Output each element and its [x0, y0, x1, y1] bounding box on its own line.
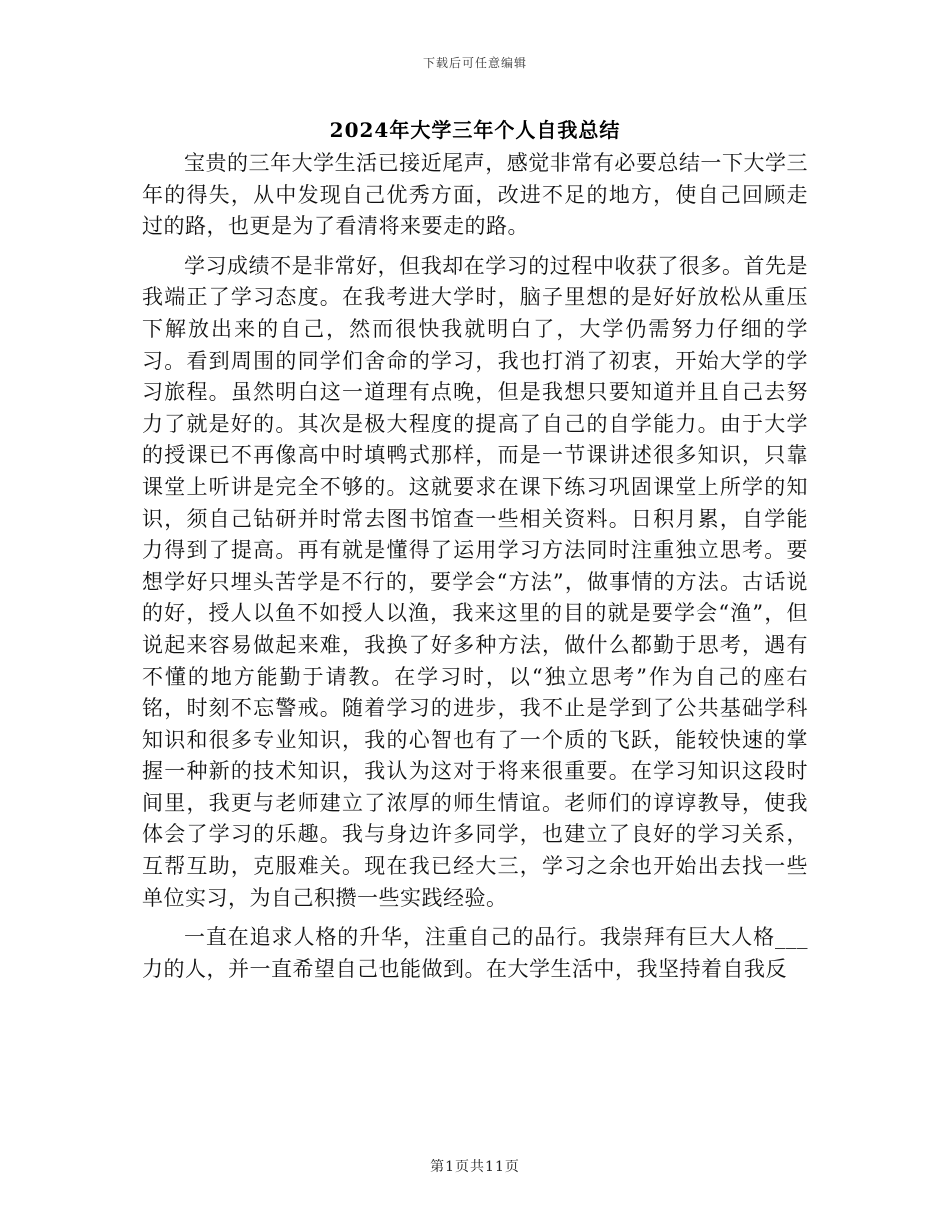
header-note: 下载后可任意编辑 [422, 56, 527, 70]
paragraph-study: 学习成绩不是非常好，但我却在学习的过程中收获了很多。首先是我端正了学习态度。在我考进大学时，脑子里想的是好好放松从重压下解放出来的自己，然而很快我就明白了，大学仍需努力仔细的学习。看到周围的同学们舍命的学习，我也打消了初衷，开始大学的学习旅程。虽然明白这一道理有点晚，但是我想只要知道并且自己去努力了就是好的。其次是极大程度的提高了自己的自学能力。由于大学的授课已不再像高中时填鸭式那样，而是一节课讲述很多知识，只靠课堂上听讲是完全不够的。这就要求在课下练习巩固课堂上所学的知识，须自己钻研并时常去图书馆查一些相关资料。日积月累，自学能力得到了提高。再有就是懂得了运用学习方法同时注重独立思考。要想学好只埋头苦学是不行的，要学会“方法”，做事情的方法。古话说的好，授人以鱼不如授人以渔，我来这里的目的就是要学会“渔”，但说起来容易做起来难，我换了好多种方法，做什么都勤于思考，遇有不懂的地方能勤于请教。在学习时，以“独立思考”作为自己的座右铭，时刻不忘警戒。随着学习的进步，我不止是学到了公共基础学科知识和很多专业知识，我的心智也有了一个质的飞跃，能较快速的掌握一种新的技术知识，我认为这对于将来很重要。在学习知识这段时间里，我更与老师建立了浓厚的师生情谊。老师们的谆谆教导，使我体会了学习的乐趣。我与身边许多同学，也建立了良好的学习关系，互帮互助，克服难关。现在我已经大三，学习之余也开始出去找一些单位实习，为自己积攒一些实践经验。 [142, 253, 808, 910]
page-number: 第1页共11页 [430, 1159, 520, 1175]
paragraph-intro: 宝贵的三年大学生活已接近尾声，感觉非常有必要总结一下大学三年的得失，从中发现自己优秀方面，改进不足的地方，使自己回顾走过的路，也更是为了看清将来要走的路。 [142, 151, 808, 239]
paragraph-character: 一直在追求人格的升华，注重自己的品行。我崇拜有巨大人格___力的人，并一直希望自己也能做到。在大学生活中，我坚持着自我反 [142, 925, 808, 981]
document-body [142, 148, 808, 993]
document-title: 2024年大学三年个人自我总结 [329, 118, 621, 142]
